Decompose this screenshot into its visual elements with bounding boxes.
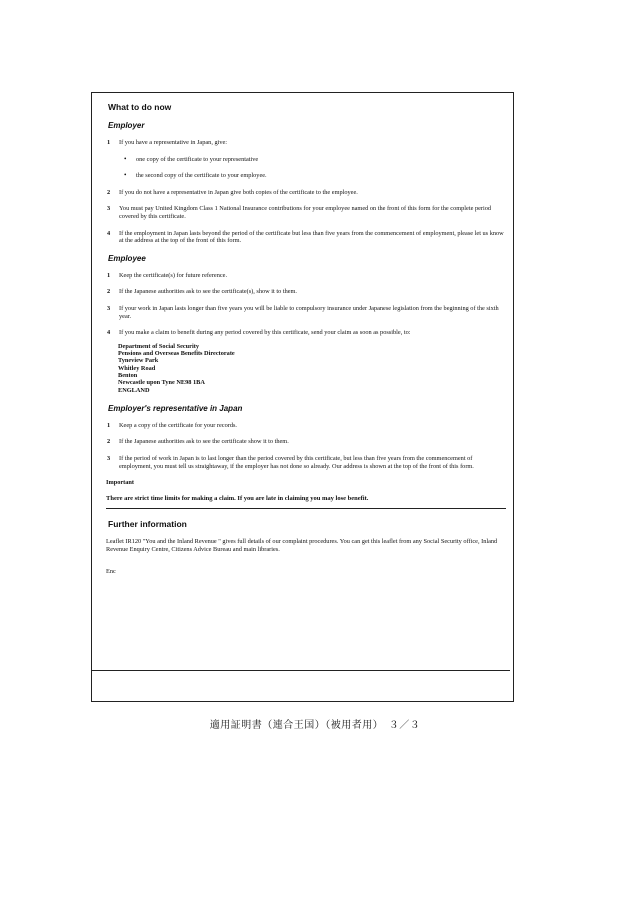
address-line: Department of Social Security [118, 342, 199, 350]
address-line: Newcastle upon Tyne NE98 1BA [118, 379, 205, 387]
item-text: You must pay United Kingdom Class 1 National Insurance contributions for your employee named on the front of this form for the complete period covered by this certificate. [119, 205, 492, 220]
employee-item-3 [106, 305, 506, 320]
further-information-heading: Further information [108, 519, 187, 530]
item-text: Keep a copy of the certificate for your records. [119, 421, 238, 429]
important-heading: Important [106, 479, 134, 487]
important-text: There are strict time limits for making a claim. If you are late in claiming you may lose benefit. [106, 495, 369, 503]
section-divider [106, 508, 506, 509]
address-line: Pensions and Overseas Benefits Directorate [118, 350, 235, 358]
form-content [106, 102, 506, 575]
item-text: If the period of work in Japan is to last longer than the period covered by this certificate, but less than five years from the commencement of employment, you must tell us straightaway, if the employer has not done so already. Our address is shown at the top of the front of this form. [119, 454, 474, 470]
representative-heading: Employer's representative in Japan [108, 403, 243, 413]
item-number: 4 [107, 329, 111, 337]
item-text: If the Japanese authorities ask to see the certificate show it to them. [119, 438, 289, 446]
item-number: 3 [107, 454, 111, 462]
item-number: 2 [107, 288, 111, 296]
item-number: 1 [107, 271, 111, 279]
item-number: 1 [107, 139, 111, 146]
employer-bullet-2 [124, 172, 506, 180]
item-text: If the employment in Japan lasts beyond the period of the certificate but less than five years from the commencement of employment, please let us know at the address at the top of the front of this form. [119, 229, 504, 245]
item-text: If you do not have a representative in Japan give both copies of the certificate to the employee. [119, 188, 358, 196]
item-number: 2 [107, 188, 111, 196]
address-line: Tyneview Park [118, 357, 159, 365]
item-number: 3 [107, 205, 111, 213]
page-footer: 適用証明書（連合王国）（被用者用） ３／３ [209, 720, 421, 731]
bottom-divider [92, 670, 510, 671]
item-number: 4 [107, 229, 111, 237]
employer-item-2 [106, 189, 506, 197]
employer-heading: Employer [108, 121, 145, 130]
enclosure-note: Enc [106, 568, 116, 576]
item-text: Keep the certificate(s) for future reference. [119, 271, 228, 279]
item-number: 2 [107, 438, 111, 446]
address-line: ENGLAND [118, 386, 150, 394]
employee-item-2 [106, 288, 506, 296]
employer-item-4 [106, 230, 506, 245]
representative-item-1 [106, 422, 506, 430]
item-text: If you make a claim to benefit during any period covered by this certificate, send your claim as soon as possible, to: [119, 329, 411, 337]
item-number: 1 [107, 421, 111, 429]
item-text: If you have a representative in Japan, give: [119, 139, 228, 146]
bullet-text: one copy of the certificate to your representative [136, 155, 259, 163]
bullet-icon: • [124, 154, 127, 163]
employee-heading: Employee [108, 253, 146, 263]
employee-item-1 [106, 272, 506, 280]
address-line: Whitley Road [118, 364, 156, 372]
item-number: 3 [107, 304, 111, 312]
representative-item-3 [106, 455, 506, 470]
dss-address [118, 343, 506, 394]
employer-item-3 [106, 205, 506, 220]
address-line: Benton [118, 371, 138, 379]
item-text: If the Japanese authorities ask to see the certificate(s), show it to them. [119, 288, 298, 296]
item-text: If your work in Japan lasts longer than five years you will be liable to compulsory insurance under Japanese legislation from the beginning of the sixth year. [119, 304, 499, 320]
employee-item-4 [106, 329, 506, 337]
representative-item-2 [106, 438, 506, 446]
employer-item-1 [106, 139, 506, 147]
bullet-icon: • [124, 171, 127, 180]
further-information-text: Leaflet IR120 "You and the Inland Revenue " gives full details of our complaint procedures. You can get this leaflet from any Social Security office, Inland Revenue Enquiry Centre, Citizens Advice Bureau and main libraries. [106, 538, 498, 553]
what-to-do-heading: What to do now [108, 102, 172, 112]
bullet-text: the second copy of the certificate to your employee. [136, 172, 267, 180]
employer-bullet-1 [124, 156, 506, 164]
